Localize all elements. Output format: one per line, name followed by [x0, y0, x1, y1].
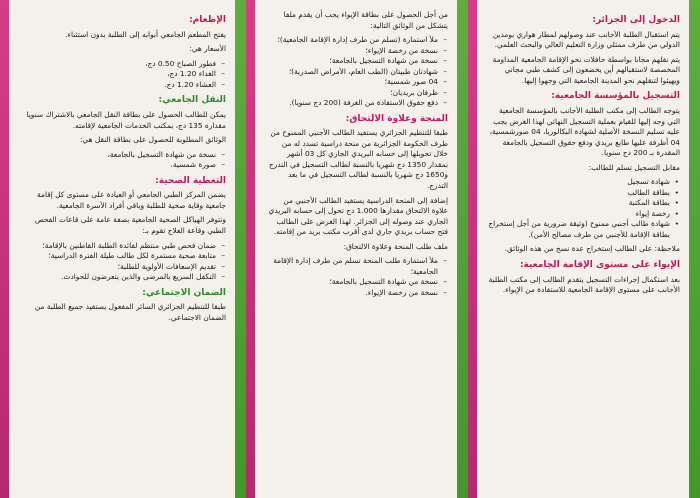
paragraph: يضمن المركز الطبي الجامعي أو العيادة على مستوى كل إقامة جامعية وقاية صحية للطلبة وباقي أفراد الأسرة الجامعية. [37, 190, 226, 210]
list-item: • شهادة طالب أجنبي ممنوح (وثيقة ضرورية من أجل إستخراج بطاقة الإقامة للأجنبي من طرف مصالح الأمن). [488, 219, 670, 240]
left-panel [0, 0, 246, 498]
paragraph: طبقا للتنظيم الجزائري يستفيد الطالب الأجنبي الممنوح من طرف الحكومة الجزائرية من منحة دراسية تسدد له من خلال تحويلها إلى حسابه البريدي الجاري كل 03 أشهر بمقدار 1350 دج شهريا بالنسبة لطالب التسجيل في التدرج و1650 دج شهريا بالنسبة لطالب التسجيل في ما بعد التدرج. [268, 128, 448, 190]
paragraph: يتم نقلهم مجانا بواسطة حافلات نحو الإقامة الجامعية المداومة المخصصة لاستقبالهم أين يخضعون إلى كشف طبي مجاني ويهيئوا لتنقلهم نحو المدينة الجامعية التي وجهوا إليها. [492, 54, 680, 85]
heading-housing: الإيواء على مستوى الإقامة الجامعية: [519, 259, 680, 270]
heading-entry-algeria: الدخول إلى الجزائر: [592, 15, 680, 25]
pink-stripe [246, 0, 255, 498]
heading-social-security: الضمان الاجتماعي: [142, 287, 226, 298]
list-item: – ظرفان بريديان؛ [266, 88, 438, 99]
paragraph: بعد استكمال إجراءات التسجيل يتقدم الطالب إلى مكتب الطلبة الأجانب على مستوى الإقامة الجامعية للاستفادة من الإيواء. [488, 274, 680, 295]
list-item: • شهادة تسجيل [488, 177, 670, 188]
list-item: – التكفل السريع بالمرضى والذين يتعرضون للحوادث. [20, 272, 216, 283]
paragraph: وتتوفر الهياكل الصحية الجامعية بصفة عامة على قاعات الفحص الطبي وقاعة العلاج تقوم بـ: [34, 215, 226, 235]
heading-health-coverage: التغطية الصحية: [155, 175, 226, 186]
list-item: – نسخة من شهادة التسجيل بالجامعة؛ [266, 56, 438, 67]
list-item: – فطور الصباح 0.50 دج، [20, 59, 216, 70]
list-item: – متابعة صحية مستمرة لكل طالب طيلة الفترة الدراسية؛ [20, 251, 216, 262]
right-panel [468, 0, 700, 498]
list-item: – ضمان فحص طبي منتظم لفائدة الطلبة القاطنين بالإقامة؛ [20, 241, 216, 252]
list-item: • بطاقة المكتبة [488, 198, 670, 209]
paragraph: يتم استقبال الطلبة الأجانب عند وصولهم لمطار هواري بومدين الدولي من طرف ممثلي وزارة التعليم العالي والبحث العلمي. [492, 29, 680, 50]
list-item: – نسخة من شهادة التسجيل بالجامعة؛ [266, 277, 438, 288]
paragraph: من أجل الحصول على بطاقة الإيواء يجب أن يقدم ملفا يتشكل من الوثائق التالية: [283, 10, 448, 30]
list-item: – صورة شمسية. [20, 160, 216, 171]
list-item: – العشاء 1.20 دج. [20, 80, 216, 91]
list-item: – الغداء 1.20 دج، [20, 69, 216, 80]
paragraph: يمكن للطالب الحصول على بطاقة النقل الجامعي بالاشتراك سنويا مقداره 135 دج، بمكتب الخدمات الجامعية لإقامته. [26, 110, 226, 130]
scholarship-documents-list [266, 256, 448, 298]
green-stripe [235, 0, 246, 498]
list-item: – 04 صور شمسية؛ [266, 77, 438, 88]
note: ملاحظة: على الطالب إستخراج عدة نسخ من هذه الوثائق. [504, 244, 680, 254]
paragraph: ملف طلب المنحة وعلاوة الالتحاق: [343, 241, 448, 251]
list-item: – تقديم الإسعافات الأولوية للطلبة؛ [20, 262, 216, 273]
paragraph: الوثائق المطلوبة للحصول على بطاقة النقل هي: [79, 135, 226, 145]
heading-scholarship: المنحة وعلاوة الالتحاق: [345, 113, 448, 124]
heading-transport: النقل الجامعي: [158, 95, 226, 106]
list-item: – شهادتان طبيتان (الطب العام، الأمراض الصدرية)؛ [266, 67, 438, 78]
documents-list [488, 177, 680, 240]
list-item: – نسخة من شهادة التسجيل بالجامعة، [20, 150, 216, 161]
heading-catering: الإطعام: [189, 15, 226, 25]
list-item: • بطاقة الطالب [488, 188, 670, 199]
paragraph: يتوجه الطالب إلى مكتب الطلبة الأجانب بالمؤسسة الجامعية التي وجه إليها للقيام بعملية التسجيل النهائي لهذا الغرض يجب عليه تسليم النسخة الأصلية لشهادة البكالوريا، 04 صورشمسية، 04 أظرفة عليها طابع بريدي ودفع حقوق التسجيل بالجامعة المقدرة بـ 200 دج سنويا. [489, 106, 680, 158]
paragraph: طبقا للتنظيم الجزائري السائر المفعول يستفيد جميع الطلبة من الضمان الاجتماعي. [34, 302, 226, 322]
middle-panel [246, 0, 468, 498]
list-item: – ملأ استمارة (تسلم من طرف إدارة الإقامة الجامعية)؛ [266, 35, 438, 46]
paragraph: مقابل التسجيل تسلم للطالب: [588, 162, 680, 172]
pink-stripe [468, 0, 477, 498]
pink-stripe [0, 0, 9, 498]
housing-documents-list [266, 35, 448, 109]
transport-documents-list [20, 150, 226, 171]
paragraph: الأسعار هي: [189, 44, 226, 54]
heading-university-registration: التسجيل بالمؤسسة الجامعية: [551, 91, 680, 102]
green-stripe [457, 0, 468, 498]
paragraph: يفتح المطعم الجامعي أبوابه إلى الطلبة بدون استثناء. [65, 29, 226, 39]
green-stripe [689, 0, 700, 498]
list-item: – ملأ استمارة طلب المنحة تسلم من طرف إدارة الإقامة الجامعية؛ [266, 256, 438, 277]
list-item: – نسخة من رخصة الإيواء. [266, 288, 438, 299]
prices-list [20, 59, 226, 91]
list-item: – دفع حقوق الاستفادة من الغرفة (200 دج سنويا). [266, 98, 438, 109]
health-services-list [20, 241, 226, 283]
paragraph: إضافة إلى المنحة الدراسية يستفيد الطالب الأجنبي من علاوة الالتحاق مقدارها 1.000 دج تحول إلى حسابه البريدي الجاري عند وصوله إلى الجزائر. لهذا الغرض على الطالب فتح حساب بريدي جاري لدى أقرب مكتب بريد من إقامته. [268, 195, 448, 237]
list-item: • رخصة إيواء [488, 209, 670, 220]
list-item: – نسخة من رخصة الإيواء؛ [266, 46, 438, 57]
